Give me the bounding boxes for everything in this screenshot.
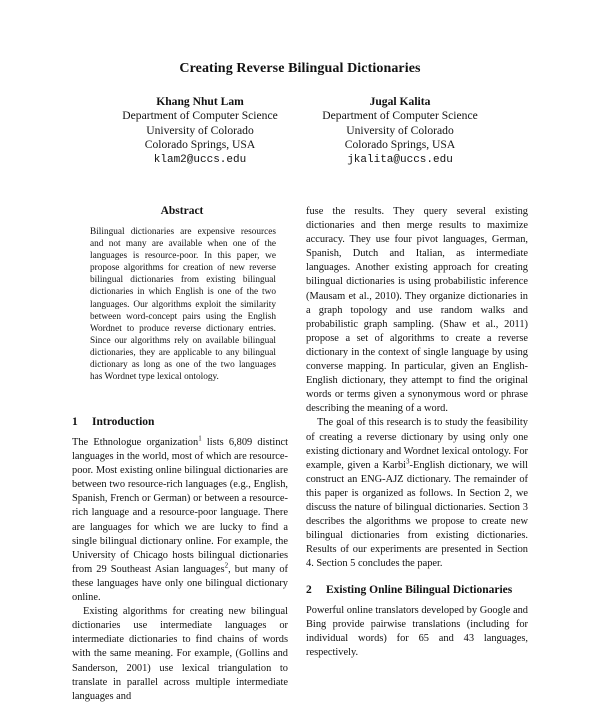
paragraph: Powerful online translators developed by Google and Bing provide pairwise translations (including for individual words) for 65 and 43 languages, respectively. (306, 604, 528, 658)
text-run: The goal of this research is to study the feasibility of creating a reverse dictionary by using only one existing dictionary and Wordnet lexical ontology. For example, given a Karbi (306, 417, 528, 471)
author-block-2 (280, 95, 520, 167)
author-location: Colorado Springs, USA (144, 138, 256, 152)
paragraph: Existing algorithms for creating new bilingual dictionaries use intermediate languages or intermediate dictionaries to find chains of words with the same meaning. For example, (Gollins and Sanderson, 2001) use lexical triangulation to translate in parallel across multiple intermediate languages and (72, 606, 288, 702)
abstract-text: Bilingual dictionaries are expensive resources and not many are available when one of the languages is resource-poor. In this paper, we propose algorithms for creation of new reverse bilingual dictionaries from existing bilingual dictionaries in which English is one of the two languages. Our algorithms exploit the similarity between word-concept pairs using the English Wordnet to produce reverse dictionary entries. Since our algorithms rely on available bilingual dictionaries, they are applicable to any bilingual dictionary as long as one of the two languages has Wordnet type lexical ontology. (90, 227, 276, 383)
author-email: klam2@uccs.edu (153, 153, 247, 166)
text-run: , but many of these languages have only one bilingual dictionary online. (72, 563, 288, 604)
paragraph: fuse the results. They query several existing dictionaries and then merge results to maximize accuracy. They use four pivot languages, German, Spanish, Dutch and Italian, as intermediate languages. Another existing approach for creating bilingual dictionaries is using probabilistic inference (Mausam et al., 2010). They organize dictionaries in a graph topology and use random walks and probabilistic graph sampling. (Shaw et al., 2011) propose a set of algorithms to create a reverse dictionary in the context of single language by using converse mapping. In particular, given an English-English dictionary, they attempt to find the original words or terms given a synonymous word or phrase describing the meaning of a word. (306, 206, 528, 415)
author-department: Department of Computer Science (322, 109, 478, 123)
footnote-marker: 2 (224, 561, 229, 570)
paragraph (72, 436, 288, 605)
right-column-body (306, 205, 528, 658)
section-title: Existing Online Bilingual Dictionaries (326, 584, 513, 597)
section-number: 1 (72, 416, 78, 428)
author-location: Colorado Springs, USA (344, 138, 456, 152)
section-number: 2 (306, 584, 312, 597)
author-name: Jugal Kalita (369, 95, 431, 108)
footnote-marker: 1 (198, 434, 202, 443)
paper-title: Creating Reverse Bilingual Dictionaries (179, 61, 421, 76)
text-run: The Ethnologue organization (72, 437, 199, 448)
footnote-marker: 3 (406, 457, 410, 466)
author-university: University of Colorado (346, 123, 454, 137)
section-heading-existing-dictionaries (306, 583, 528, 597)
section-heading-introduction (72, 416, 154, 428)
text-run: -English dictionary, we will construct an ENG-AJZ dictionary. The remainder of this paper is organized as follows. In Section 2, we discuss the nature of bilingual dictionaries. Section 3 describes the algorithms we propose to create new bilingual dictionaries from existing dictionaries. Results of our experiments are presented in Section 4. Section 5 concludes the paper. (306, 459, 528, 570)
left-column-body (72, 434, 289, 702)
author-department: Department of Computer Science (122, 109, 278, 123)
author-name: Khang Nhut Lam (156, 95, 244, 108)
paragraph (306, 416, 528, 571)
text-run: lists 6,809 distinct languages in the world, most of which are resource-poor. Most existing online bilingual dictionaries are between two resource-rich languages (e.g., English, Spanish, French or German) or between a resource-rich language and a resource-poor language. There are languages for which we are lucky to find a single bilingual dictionary online. For example, the University of Chicago hosts bilingual dictionaries from 29 Southeast Asian languages (72, 437, 289, 575)
author-university: University of Colorado (146, 123, 254, 137)
abstract-heading: Abstract (160, 205, 204, 217)
author-email: jkalita@uccs.edu (347, 153, 453, 166)
section-title: Introduction (92, 416, 155, 428)
